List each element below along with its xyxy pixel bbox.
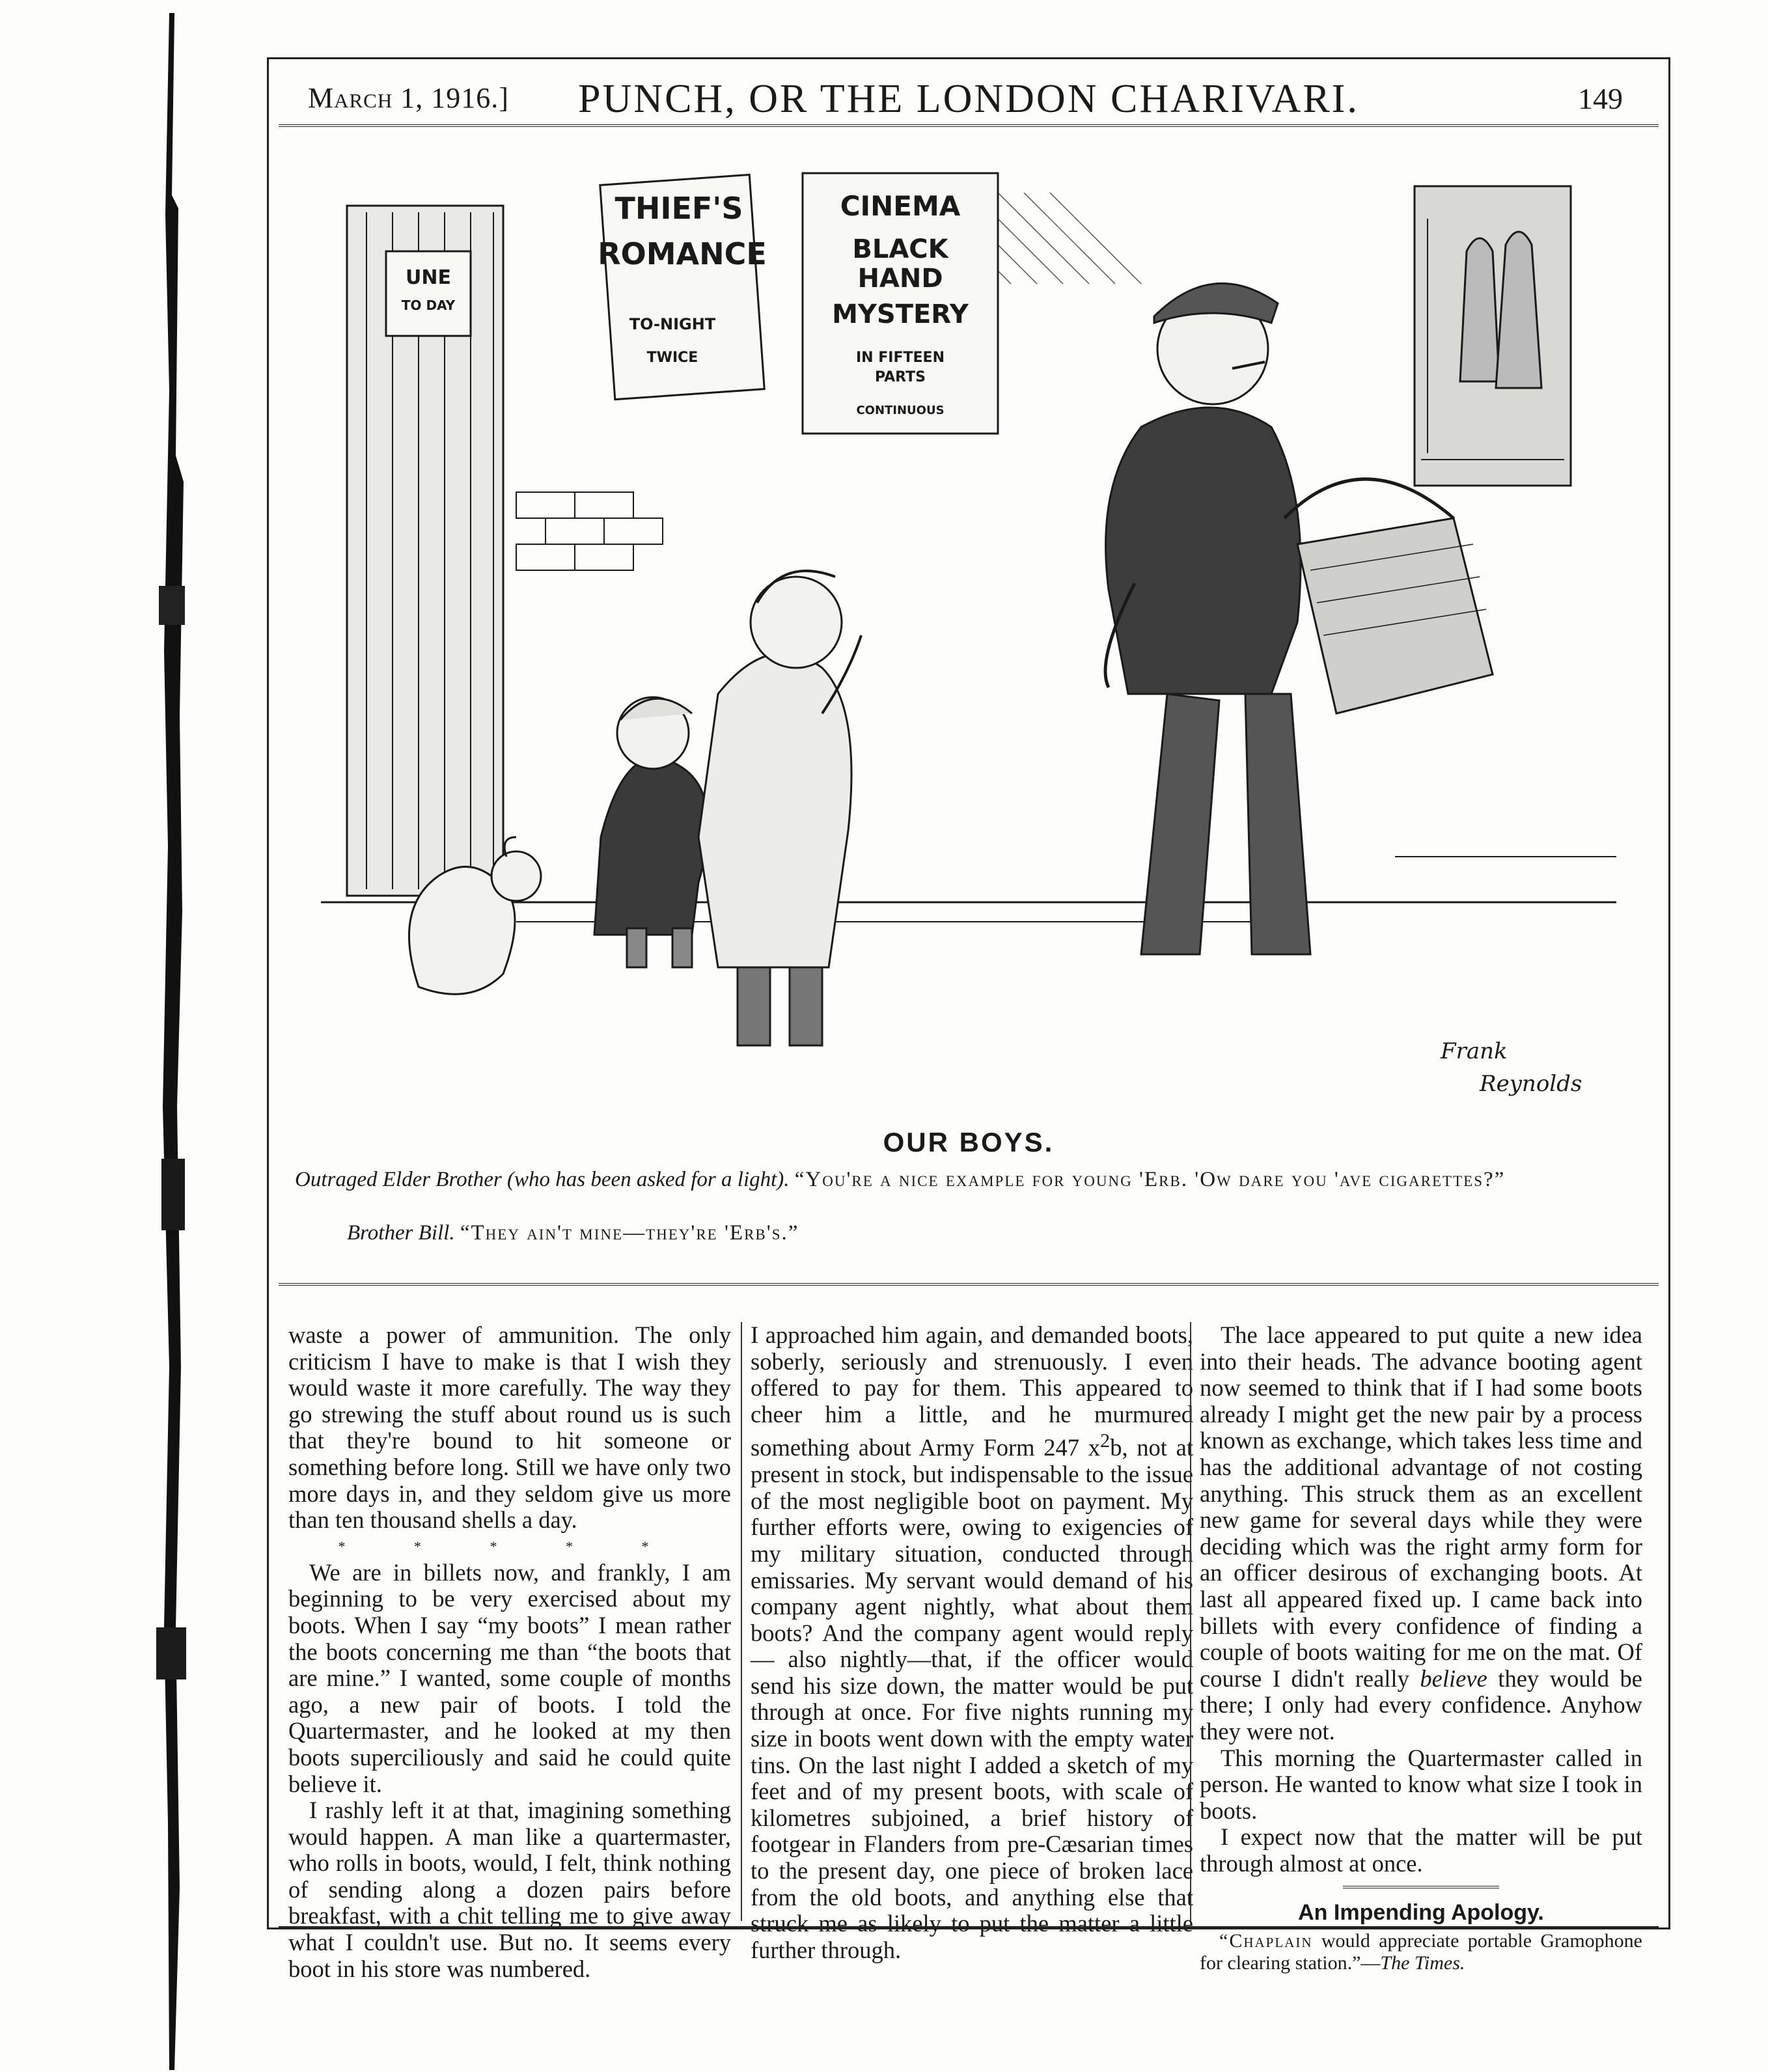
- emphasis: believe: [1420, 1665, 1487, 1692]
- cartoon-title: OUR BOYS.: [883, 1127, 1055, 1157]
- article-column-2: [751, 1322, 1193, 1963]
- poster-right-line-3: HAND: [857, 264, 943, 294]
- poster-left-line-4: TWICE: [646, 350, 698, 366]
- paragraph-text: I approached him again, and demanded boots, soberly, seriously and strenuously. I even offered to pay for them. This appeared to cheer him a little, and he murmured something about Army Form 247 x: [751, 1321, 1193, 1461]
- wall-sign-line-2: TO DAY: [401, 297, 456, 313]
- running-header: [308, 74, 1629, 126]
- quote-source: The Times.: [1380, 1952, 1465, 1974]
- paragraph: [751, 1322, 1193, 1963]
- paragraph-text: The lace appeared to put quite a new idea into their heads. The advance booting agent now seemed to think that if I had some boots already I might get the new pair by a process known as exchange, which takes less time and has the additional advantage of not costing anything. This struck them as an excellent new game for several days while they were deciding which was the right army form for an officer desirous of exchanging boots. At last all appeared fixed up. I came back into billets with every confidence of finding a couple of boots waiting for me on the mat. Of course I didn't really: [1200, 1321, 1642, 1692]
- caption-line-1: [295, 1166, 1642, 1193]
- artist-signature-last: Reynolds: [1480, 1071, 1582, 1097]
- poster-left-line-2: ROMANCE: [598, 236, 767, 271]
- poster-right-line-5: IN FIFTEEN: [856, 350, 945, 366]
- superscript: 2: [1100, 1430, 1111, 1452]
- issue-date: March 1, 1916.]: [308, 82, 509, 114]
- paragraph: waste a power of ammunition. The only criticism I have to make is that I wish they would waste it more carefully. The way they go strewing the stuff about round us is such that they're bound to hit someone or something before long. Still we have only two more days in, and they seldom give us more than ten thousand shells a day.: [288, 1321, 731, 1534]
- quote-lead: “Chaplain: [1219, 1930, 1313, 1952]
- item-heading: An Impending Apology.: [1298, 1900, 1544, 1926]
- poster-left-line-3: TO-NIGHT: [629, 315, 716, 333]
- scan-margin-streak: [150, 0, 195, 2072]
- paragraph: This morning the Quartermaster called in person. He wanted to know what size I took in boots.: [1200, 1744, 1642, 1824]
- footer-rule: [279, 1926, 1659, 1928]
- poster-right-line-6: PARTS: [875, 369, 926, 385]
- article-column-1: [288, 1322, 731, 1982]
- poster-right-line-2: BLACK: [852, 234, 948, 264]
- poster-right-line-7: CONTINUOUS: [856, 404, 945, 417]
- paragraph: I rashly left it at that, imagining something would happen. A man like a quartermaster, who rolls in boots, would, I felt, think nothing of sending along a dozen pairs before breakfast, with a chit telling me to give away what I couldn't use. But no. It seems every boot in his store was numbered.: [288, 1797, 731, 1982]
- cartoon-illustration: [321, 154, 1616, 1104]
- page-number: 149: [1578, 82, 1623, 115]
- paragraph: I expect now that the matter will be put through almost at once.: [1200, 1823, 1642, 1877]
- wall-sign-line-1: UNE: [406, 266, 451, 289]
- caption-speaker-1: Outraged Elder Brother (who has been asked for a light).: [295, 1168, 790, 1191]
- item-divider: [1343, 1886, 1499, 1888]
- caption-dialogue-2: “They ain't mine—they're 'Erb's.”: [460, 1221, 799, 1245]
- article-column-3: [1200, 1322, 1642, 1974]
- caption-speaker-2: Brother Bill.: [347, 1221, 455, 1245]
- poster-left-line-1: THIEF'S: [615, 191, 743, 226]
- header-rule: [279, 124, 1659, 127]
- page-frame: [267, 57, 1670, 1982]
- poster-right-line-1: CINEMA: [840, 190, 961, 222]
- paragraph-text: they would be there; I only had every confidence. Anyhow they were not.: [1200, 1665, 1642, 1745]
- poster-right-line-4: MYSTERY: [832, 299, 969, 329]
- artist-signature-first: Frank: [1441, 1038, 1508, 1064]
- item-quote: [1200, 1930, 1642, 1974]
- quote-text: would appreciate portable Gramophone for clearing station.”—: [1200, 1930, 1642, 1974]
- caption-rule: [279, 1283, 1659, 1286]
- paragraph: We are in billets now, and frankly, I am beginning to be very exercised about my boots. When I say “my boots” I mean rather the boots concerning me than “the boots that are mine.” I wanted, some couple of months ago, a new pair of boots. I told the Quartermaster, and he looked at my then boots superciliously and said he could quite believe it.: [288, 1558, 731, 1797]
- paragraph: [1200, 1322, 1642, 1745]
- masthead: PUNCH, OR THE LONDON CHARIVARI.: [578, 77, 1359, 121]
- caption-dialogue-1: “You're a nice example for young 'Erb. 'Ow dare you 'ave cigarettes?”: [794, 1168, 1506, 1191]
- column-rule: [741, 1322, 742, 1921]
- section-break-stars: * * * * *: [338, 1538, 682, 1554]
- paragraph-text: b, not at present in stock, but indispensable to the issue of the most negligible boot on payment. My further efforts were, owing to exigencies of my military situation, conducted through emissaries. My servant would demand of his company agent nightly, what about them boots? And the company agent would reply — also nightly—that, if the officer would send his size down, the matter would be put through at once. For five nights running my size in boots went down with the empty water tins. On the last night I added a sketch of my feet and of my present boots, with scale of kilometres subjoined, a brief history of footgear in Flanders from pre-Cæsarian times to the present day, one piece of broken lace from the old boots, and anything else that struck me as likely to put the matter a little further through.: [751, 1434, 1193, 1963]
- caption-line-2: [347, 1221, 799, 1245]
- column-rule: [1190, 1322, 1191, 1921]
